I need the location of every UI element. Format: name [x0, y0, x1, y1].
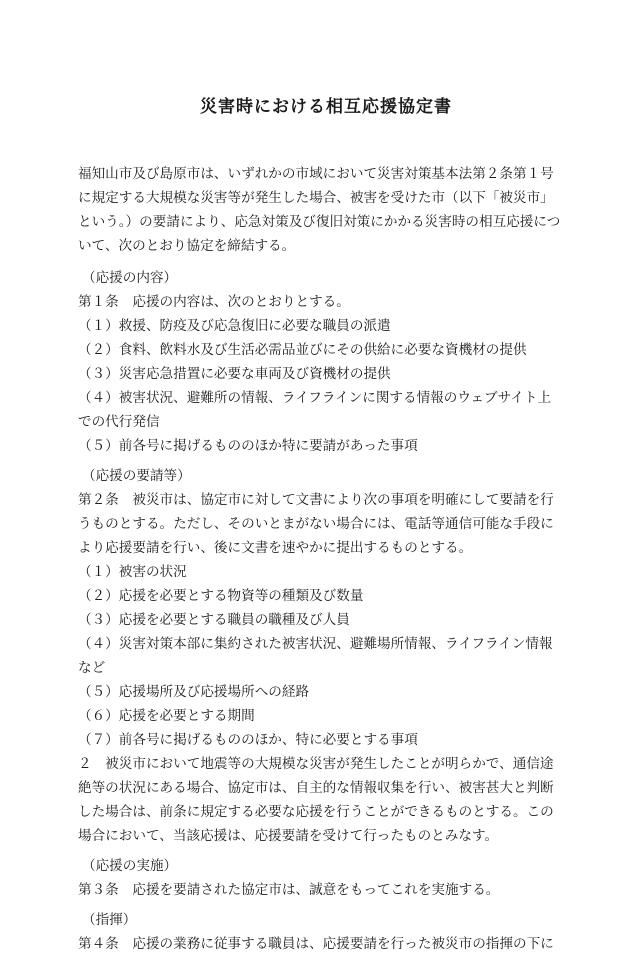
article-line: 第１条 応援の内容は、次のとおりとする。: [78, 294, 350, 310]
article-line: 場合において、当該応援は、応援要請を受けて行ったものとみなす。: [78, 828, 499, 844]
article-item: （４）災害対策本部に集約された被害状況、避難場所情報、ライフライン情報: [78, 636, 553, 652]
article-item: での代行発信: [78, 414, 160, 430]
section-article-3: [78, 854, 574, 902]
preamble: [78, 162, 574, 258]
article-line: 第３条 応援を要請された協定市は、誠意をもってこれを実施する。: [78, 882, 500, 898]
article-item: （１）被害の状況: [78, 564, 187, 580]
article-line: ２ 被災市において地震等の大規模な災害が発生したことが明らかで、通信途: [78, 756, 554, 772]
section-article-1: [78, 266, 574, 458]
section-heading: （応援の実施）: [82, 858, 178, 874]
article-line: 絶等の状況にある場合、協定市は、自主的な情報収集を行い、被害甚大と判断: [78, 780, 554, 796]
section-heading: （指揮）: [82, 912, 137, 928]
section-heading: （応援の要請等）: [82, 468, 191, 484]
preamble-line: 福知山市及び島原市は、いずれかの市域において災害対策基本法第２条第１号: [78, 166, 554, 182]
article-item: （３）応援を必要とする職員の職種及び人員: [78, 612, 350, 628]
article-line: より応援要請を行い、後に文書を速やかに提出するものとする。: [78, 540, 473, 556]
article-item: など: [78, 660, 106, 676]
article-item: （４）被害状況、避難所の情報、ライフラインに関する情報のウェブサイト上: [78, 390, 552, 406]
document-title: 災害時における相互応援協定書: [200, 97, 452, 117]
preamble-line: という。）の要請により、応急対策及び復旧対策にかかる災害時の相互応援につ: [78, 214, 561, 230]
article-item: （５）応援場所及び応援場所への経路: [78, 684, 310, 700]
article-item: （５）前各号に掲げるもののほか特に要請があった事項: [78, 438, 418, 454]
article-item: （６）応援を必要とする期間: [78, 708, 255, 724]
article-item: （７）前各号に掲げるもののほか、特に必要とする事項: [78, 732, 418, 748]
article-item: （１）救援、防疫及び応急復旧に必要な職員の派遣: [78, 318, 391, 334]
article-item: （２）応援を必要とする物資等の種類及び数量: [78, 588, 364, 604]
article-item: （２）食料、飲料水及び生活必需品並びにその供給に必要な資機材の提供: [78, 342, 527, 358]
article-line: 第２条 被災市は、協定市に対して文書により次の事項を明確にして要請を行: [78, 492, 554, 508]
section-article-2: [78, 464, 574, 848]
article-line: した場合は、前条に規定する必要な応援を行うことができるものとする。この: [78, 804, 554, 820]
preamble-line: いて、次のとおり協定を締結する。: [78, 238, 296, 254]
article-line: 第４条 応援の業務に従事する職員は、応援要請を行った被災市の指揮の下に: [78, 936, 554, 952]
article-line: うものとする。ただし、そのいとまがない場合には、電話等通信可能な手段に: [78, 516, 554, 532]
section-article-4: [78, 908, 574, 956]
preamble-line: に規定する大規模な災害等が発生した場合、被害を受けた市（以下「被災市」: [78, 190, 554, 206]
article-item: （３）災害応急措置に必要な車両及び資機材の提供: [78, 366, 391, 382]
section-heading: （応援の内容）: [82, 270, 178, 286]
